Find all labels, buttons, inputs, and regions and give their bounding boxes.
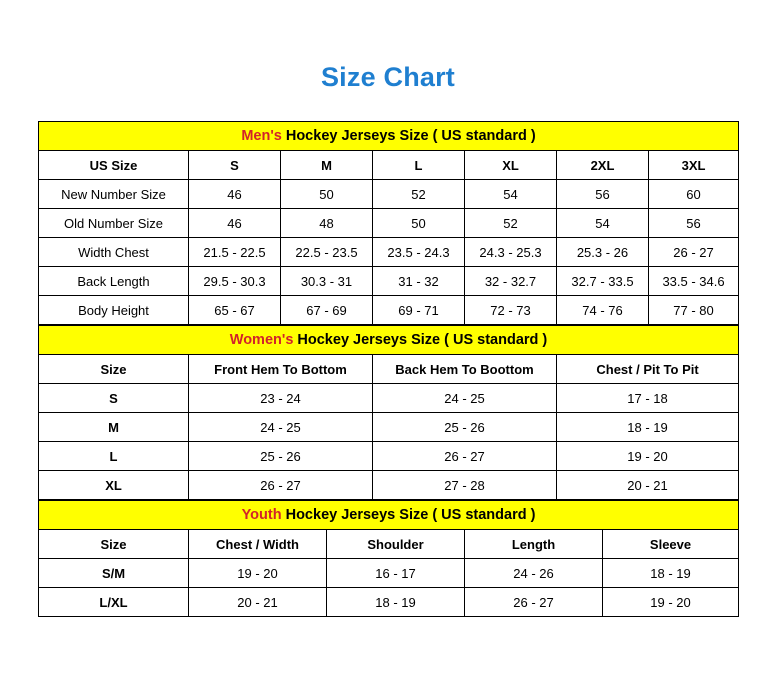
womens-header-accent: Women's xyxy=(229,332,294,348)
womens-cell-2-0: 25 - 26 xyxy=(189,442,373,471)
womens-cell-3-0: 26 - 27 xyxy=(189,471,373,500)
youth-size-table xyxy=(38,500,739,617)
womens-col-1: Front Hem To Bottom xyxy=(189,355,373,384)
table-row xyxy=(39,180,739,209)
mens-cell-1-1: 48 xyxy=(281,209,373,238)
mens-cell-2-5: 26 - 27 xyxy=(649,238,739,267)
mens-cell-2-2: 23.5 - 24.3 xyxy=(373,238,465,267)
womens-cell-0-2: 17 - 18 xyxy=(557,384,739,413)
mens-cell-1-2: 50 xyxy=(373,209,465,238)
youth-col-2: Shoulder xyxy=(327,530,465,559)
mens-cell-1-5: 56 xyxy=(649,209,739,238)
womens-cell-1-0: 24 - 25 xyxy=(189,413,373,442)
size-chart-tables xyxy=(38,121,738,617)
mens-cell-2-3: 24.3 - 25.3 xyxy=(465,238,557,267)
mens-section-header xyxy=(39,122,739,151)
youth-row-label-1: L/XL xyxy=(39,588,189,617)
mens-cell-2-4: 25.3 - 26 xyxy=(557,238,649,267)
mens-cell-0-1: 50 xyxy=(281,180,373,209)
youth-col-4: Sleeve xyxy=(603,530,739,559)
womens-col-3: Chest / Pit To Pit xyxy=(557,355,739,384)
youth-cell-0-0: 19 - 20 xyxy=(189,559,327,588)
youth-cell-0-2: 24 - 26 xyxy=(465,559,603,588)
mens-header-accent: Men's xyxy=(241,128,282,144)
mens-cell-0-0: 46 xyxy=(189,180,281,209)
youth-row-label-0: S/M xyxy=(39,559,189,588)
mens-row-label-3: Back Length xyxy=(39,267,189,296)
womens-row-label-1: M xyxy=(39,413,189,442)
womens-cell-0-0: 23 - 24 xyxy=(189,384,373,413)
mens-header-rest: Hockey Jerseys Size ( US standard ) xyxy=(281,128,536,144)
mens-cell-3-2: 31 - 32 xyxy=(373,267,465,296)
womens-column-header-row xyxy=(39,355,739,384)
mens-row-label-4: Body Height xyxy=(39,296,189,325)
table-row xyxy=(39,267,739,296)
youth-col-0: Size xyxy=(39,530,189,559)
mens-cell-0-2: 52 xyxy=(373,180,465,209)
mens-col-6: 3XL xyxy=(649,151,739,180)
mens-cell-3-3: 32 - 32.7 xyxy=(465,267,557,296)
mens-cell-3-0: 29.5 - 30.3 xyxy=(189,267,281,296)
mens-cell-2-1: 22.5 - 23.5 xyxy=(281,238,373,267)
youth-cell-1-3: 19 - 20 xyxy=(603,588,739,617)
youth-cell-0-1: 16 - 17 xyxy=(327,559,465,588)
womens-cell-3-2: 20 - 21 xyxy=(557,471,739,500)
mens-cell-4-4: 74 - 76 xyxy=(557,296,649,325)
mens-cell-0-4: 56 xyxy=(557,180,649,209)
table-row xyxy=(39,296,739,325)
youth-header-accent: Youth xyxy=(241,507,282,523)
mens-cell-4-1: 67 - 69 xyxy=(281,296,373,325)
womens-col-2: Back Hem To Boottom xyxy=(373,355,557,384)
mens-col-1: S xyxy=(189,151,281,180)
youth-cell-1-1: 18 - 19 xyxy=(327,588,465,617)
womens-cell-1-1: 25 - 26 xyxy=(373,413,557,442)
youth-cell-1-0: 20 - 21 xyxy=(189,588,327,617)
mens-cell-4-0: 65 - 67 xyxy=(189,296,281,325)
womens-section-header xyxy=(39,326,739,355)
mens-cell-4-2: 69 - 71 xyxy=(373,296,465,325)
womens-row-label-0: S xyxy=(39,384,189,413)
mens-cell-2-0: 21.5 - 22.5 xyxy=(189,238,281,267)
womens-col-0: Size xyxy=(39,355,189,384)
table-row xyxy=(39,413,739,442)
mens-cell-0-5: 60 xyxy=(649,180,739,209)
mens-col-4: XL xyxy=(465,151,557,180)
table-row xyxy=(39,238,739,267)
womens-row-label-2: L xyxy=(39,442,189,471)
mens-cell-3-5: 33.5 - 34.6 xyxy=(649,267,739,296)
youth-header-rest: Hockey Jerseys Size ( US standard ) xyxy=(281,507,536,523)
mens-row-label-2: Width Chest xyxy=(39,238,189,267)
youth-col-1: Chest / Width xyxy=(189,530,327,559)
youth-cell-0-3: 18 - 19 xyxy=(603,559,739,588)
mens-cell-4-5: 77 - 80 xyxy=(649,296,739,325)
mens-col-3: L xyxy=(373,151,465,180)
mens-col-2: M xyxy=(281,151,373,180)
table-row xyxy=(39,559,739,588)
womens-cell-2-2: 19 - 20 xyxy=(557,442,739,471)
mens-column-header-row xyxy=(39,151,739,180)
youth-col-3: Length xyxy=(465,530,603,559)
youth-column-header-row xyxy=(39,530,739,559)
table-row xyxy=(39,588,739,617)
table-row xyxy=(39,442,739,471)
page-title: Size Chart xyxy=(320,62,456,92)
mens-row-label-0: New Number Size xyxy=(39,180,189,209)
womens-cell-0-1: 24 - 25 xyxy=(373,384,557,413)
mens-cell-4-3: 72 - 73 xyxy=(465,296,557,325)
mens-cell-0-3: 54 xyxy=(465,180,557,209)
mens-size-table xyxy=(38,121,739,325)
table-row xyxy=(39,471,739,500)
mens-cell-1-3: 52 xyxy=(465,209,557,238)
mens-row-label-1: Old Number Size xyxy=(39,209,189,238)
table-row xyxy=(39,384,739,413)
womens-cell-2-1: 26 - 27 xyxy=(373,442,557,471)
youth-cell-1-2: 26 - 27 xyxy=(465,588,603,617)
mens-cell-1-4: 54 xyxy=(557,209,649,238)
youth-section-header xyxy=(39,501,739,530)
womens-row-label-3: XL xyxy=(39,471,189,500)
mens-cell-3-4: 32.7 - 33.5 xyxy=(557,267,649,296)
womens-cell-1-2: 18 - 19 xyxy=(557,413,739,442)
mens-col-5: 2XL xyxy=(557,151,649,180)
mens-cell-1-0: 46 xyxy=(189,209,281,238)
mens-col-0: US Size xyxy=(39,151,189,180)
womens-size-table xyxy=(38,325,739,500)
table-row xyxy=(39,209,739,238)
womens-header-rest: Hockey Jerseys Size ( US standard ) xyxy=(293,332,548,348)
mens-cell-3-1: 30.3 - 31 xyxy=(281,267,373,296)
womens-cell-3-1: 27 - 28 xyxy=(373,471,557,500)
